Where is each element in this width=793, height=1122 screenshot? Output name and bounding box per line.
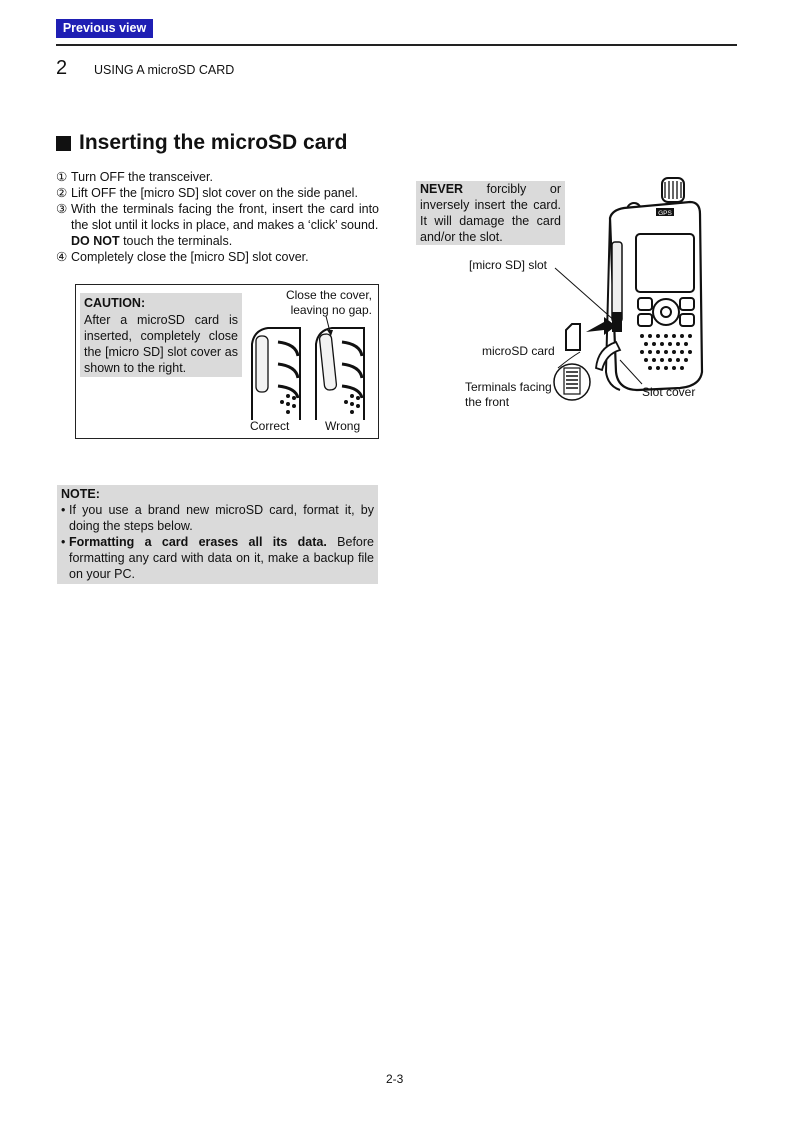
callout-line-2: leaving no gap. xyxy=(290,303,372,317)
note-bullet-bold: Formatting a card erases all its data. xyxy=(69,535,327,549)
previous-view-button[interactable]: Previous view xyxy=(56,19,153,38)
note-title: NOTE: xyxy=(61,487,100,501)
steps-list xyxy=(56,169,379,265)
label-terminals xyxy=(465,380,552,410)
step-4 xyxy=(56,249,379,265)
correct-radio-drawing xyxy=(252,328,300,420)
callout-line-1: Close the cover, xyxy=(285,288,372,302)
note-bullet-1 xyxy=(61,502,374,534)
step-3 xyxy=(56,201,379,233)
correct-wrong-illustration xyxy=(248,316,373,420)
slot-leader-line xyxy=(555,268,616,322)
label-wrong: Wrong xyxy=(325,419,361,433)
note-bullet-text: If you use a brand new microSD card, format it, by doing the steps below. xyxy=(69,503,374,533)
transceiver-illustration xyxy=(540,172,740,407)
gps-tag-text: GPS xyxy=(658,210,672,217)
step-number: ② xyxy=(56,186,68,200)
radio-display xyxy=(636,234,694,292)
step-3-warning xyxy=(56,233,379,249)
note-box xyxy=(57,485,378,584)
micro-sd-card xyxy=(566,324,580,350)
step-text: Completely close the [micro SD] slot cover. xyxy=(71,250,309,264)
label-correct: Correct xyxy=(250,419,290,433)
radio-body xyxy=(610,202,702,390)
caution-title: CAUTION: xyxy=(84,296,146,310)
volume-knob xyxy=(662,178,684,202)
page-number: 2-3 xyxy=(386,1072,404,1086)
header-rule xyxy=(56,44,737,46)
step-1 xyxy=(56,169,379,185)
warning-bold: DO NOT xyxy=(71,234,120,248)
micro-sd-slot xyxy=(612,312,622,332)
bullet-icon: • xyxy=(61,535,66,549)
note-bullet-2 xyxy=(61,534,374,582)
bullet-icon: • xyxy=(61,503,66,517)
caution-text: After a microSD card is inserted, completely close the [micro SD] slot cover as shown to the right. xyxy=(84,313,238,375)
step-2 xyxy=(56,185,379,201)
step-text: Lift OFF the [micro SD] slot cover on the side panel. xyxy=(71,186,358,200)
chapter-number: 2 xyxy=(56,57,68,79)
label-slot: [micro SD] slot xyxy=(469,258,548,272)
wrong-radio-drawing xyxy=(316,328,364,420)
step-number: ③ xyxy=(56,202,68,216)
caution-note xyxy=(80,293,242,377)
note-bullet-text xyxy=(69,534,374,582)
never-text: forcibly or inversely insert the card. It will damage the card and/or the slot. xyxy=(420,182,561,244)
step-text: Turn OFF the transceiver. xyxy=(71,170,213,184)
never-bold: NEVER xyxy=(420,182,464,196)
step-number: ① xyxy=(56,170,68,184)
section-title xyxy=(56,131,347,155)
section-title-text: Inserting the microSD card xyxy=(79,131,348,154)
step-number: ④ xyxy=(56,250,68,264)
caution-callout xyxy=(250,288,372,318)
chapter-title: USING A microSD CARD xyxy=(94,63,235,77)
section-square-icon xyxy=(56,136,71,151)
label-terminals-line-2: the front xyxy=(465,395,510,409)
side-panel xyxy=(612,242,622,322)
warning-text: touch the terminals. xyxy=(119,234,233,248)
step-text: With the terminals facing the front, insert the card into the slot until it locks in place, and makes a ‘click’ sound. xyxy=(71,202,379,232)
label-cover: Slot cover xyxy=(642,385,696,399)
label-terminals-line-1: Terminals facing xyxy=(465,380,552,394)
note-bullet-rest: Before formatting any card with data on it, make a backup file on your PC. xyxy=(69,535,374,581)
label-card: microSD card xyxy=(482,344,555,358)
